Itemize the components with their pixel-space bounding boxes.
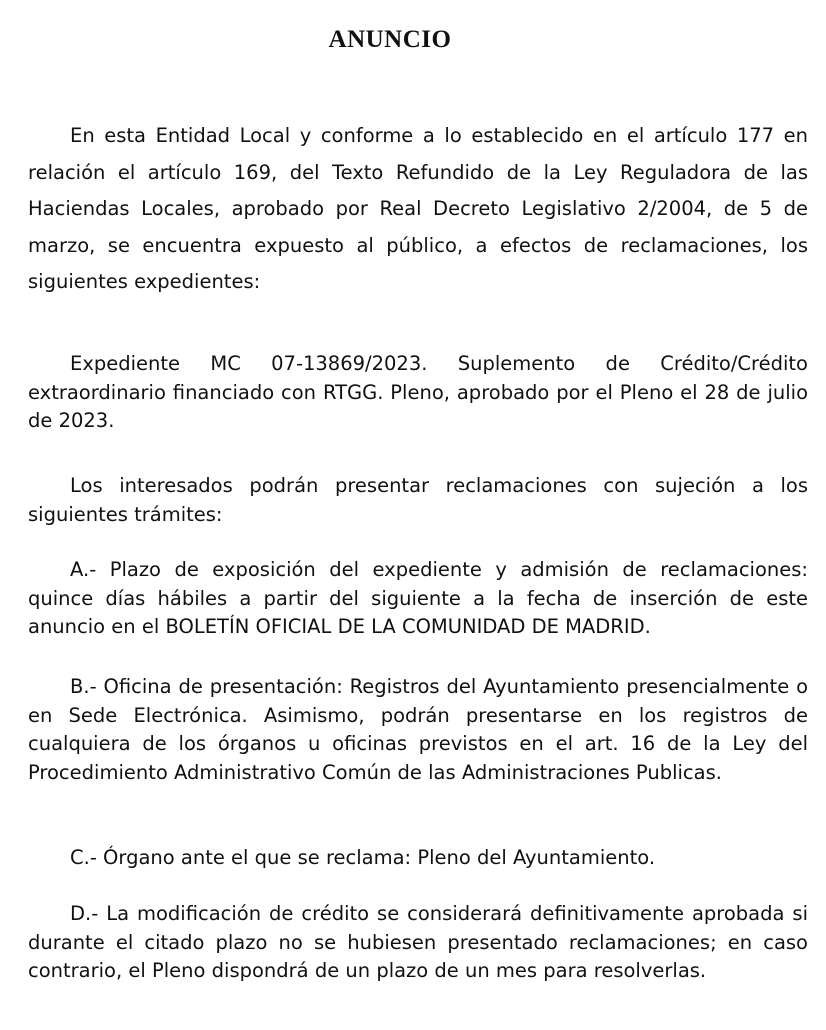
document-title: ANUNCIO [328, 26, 452, 53]
expediente-paragraph: Expediente MC 07-13869/2023. Suplemento de Crédito/Crédito extraordinario financiado con RTGG. Pleno, aprobado por el Pleno el 28 de julio de 2023. [28, 352, 808, 432]
item-d-paragraph: D.- La modificación de crédito se considerará definitivamente aprobada si durante el citado plazo no se hubiesen presentado reclamaciones; en caso contrario, el Pleno dispondrá de un plazo de un mes para resolverlas. [28, 902, 808, 982]
item-b-paragraph: B.- Oficina de presentación: Registros del Ayuntamiento presencialmente o en Sede Electrónica. Asimismo, podrán presentarse en los registros de cualquiera de los órganos u oficinas previstos en el art. 16 de la Ley del Procedimiento Administrativo Común de las Administraciones Publicas. [28, 675, 808, 784]
item-a-paragraph: A.- Plazo de exposición del expediente y admisión de reclamaciones: quince días hábiles a partir del siguiente a la fecha de inserción de este anuncio en el BOLETÍN OFICIAL DE LA COMUNIDAD DE MADRID. [28, 558, 808, 638]
item-c-paragraph: C.- Órgano ante el que se reclama: Pleno del Ayuntamiento. [70, 846, 656, 869]
intro-paragraph: En esta Entidad Local y conforme a lo establecido en el artículo 177 en relación el artículo 169, del Texto Refundido de la Ley Reguladora de las Haciendas Locales, aprobado por Real Decreto Legislativo 2/2004, de 5 de marzo, se encuentra expuesto al público, a efectos de reclamaciones, los siguientes expedientes: [28, 124, 808, 293]
tramites-intro-paragraph: Los interesados podrán presentar reclamaciones con sujeción a los siguientes trámites: [28, 474, 808, 526]
